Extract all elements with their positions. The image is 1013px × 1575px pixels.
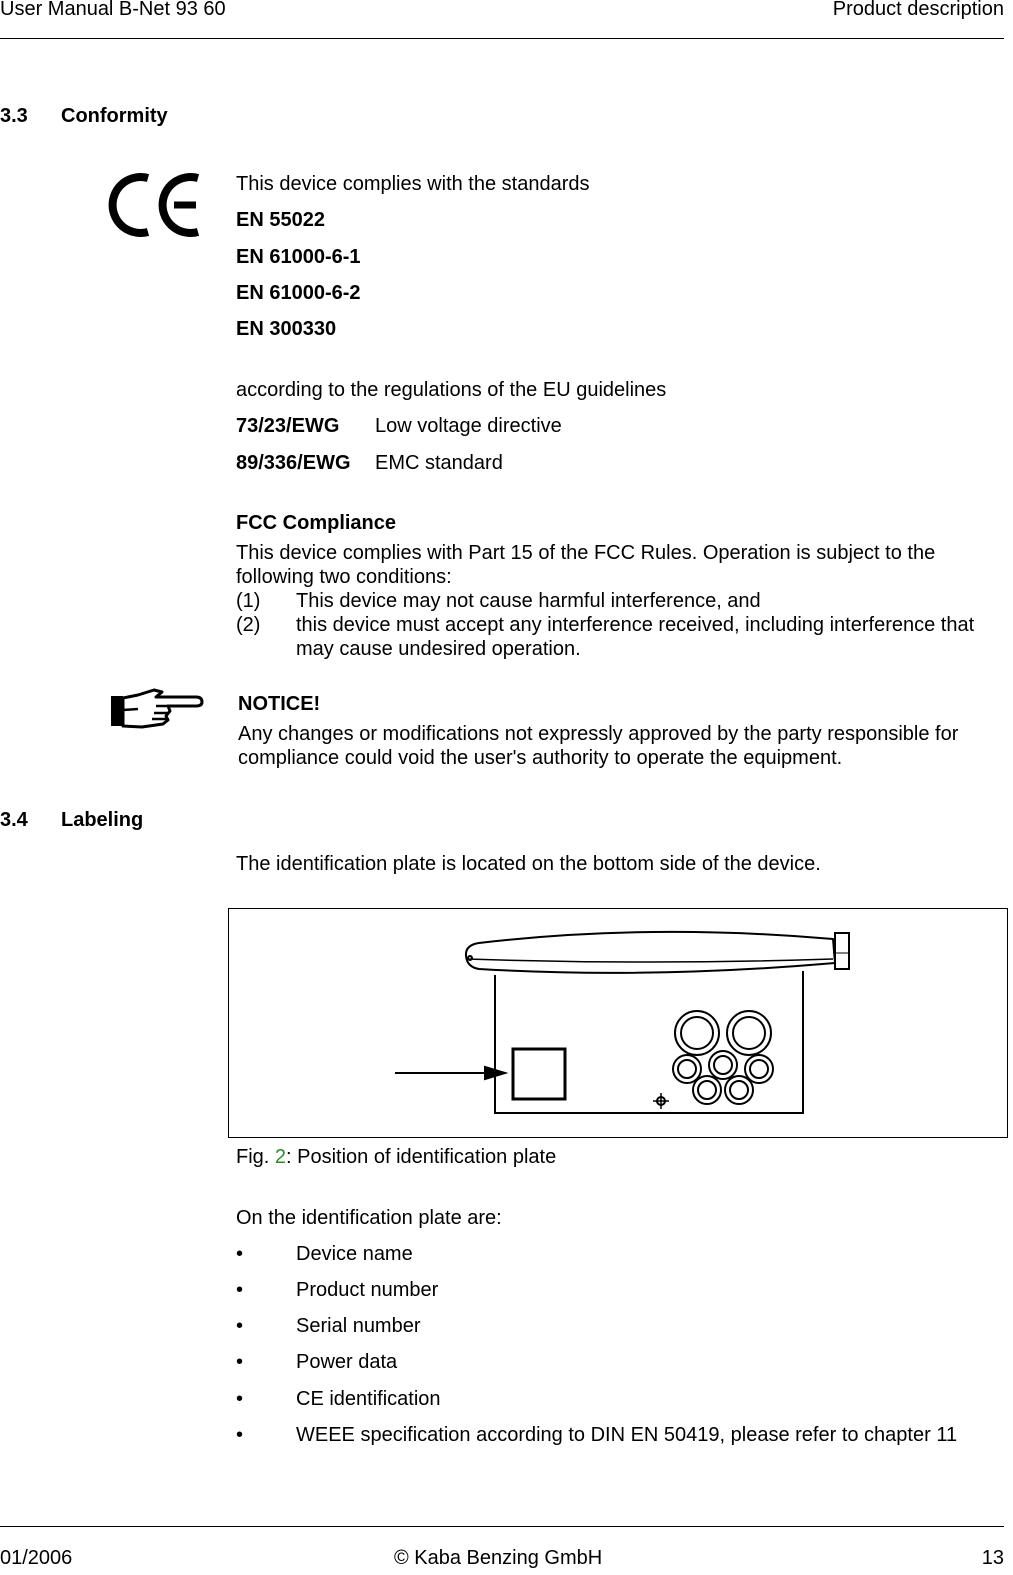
condition-text: may cause undesired operation. <box>296 638 581 660</box>
notice-text: compliance could void the user's authority to operate the equipment. <box>238 747 843 769</box>
standard-item: EN 55022 <box>236 209 325 231</box>
device-drawing <box>229 909 1007 1137</box>
list-item: WEEE specification according to DIN EN 50419, please refer to chapter 11 <box>296 1424 958 1446</box>
list-item: CE identification <box>296 1388 441 1410</box>
page-number: 13 <box>981 1547 1004 1569</box>
fcc-text: following two conditions: <box>236 566 452 588</box>
list-item: Product number <box>296 1279 439 1301</box>
pointing-hand-icon <box>108 686 204 732</box>
standard-item: EN 61000-6-1 <box>236 246 361 268</box>
condition-number: (1) <box>236 590 261 612</box>
directive-code: 89/336/EWG <box>236 452 351 474</box>
fcc-text: This device complies with Part 15 of the FCC Rules. Operation is subject to the <box>236 542 936 564</box>
condition-text: this device must accept any interference received, including interference that <box>296 614 975 636</box>
ce-mark-icon <box>108 170 204 240</box>
section-number-labeling: 3.4 <box>0 809 28 831</box>
header-right: Product description <box>832 0 1004 20</box>
footer-divider <box>0 1526 1004 1527</box>
standard-item: EN 300330 <box>236 318 337 340</box>
section-number-conformity: 3.3 <box>0 105 28 127</box>
notice-title: NOTICE! <box>238 693 321 715</box>
directive-desc: Low voltage directive <box>375 415 562 437</box>
standard-item: EN 61000-6-2 <box>236 282 361 304</box>
figure-frame <box>228 908 1008 1138</box>
fcc-title: FCC Compliance <box>236 512 397 534</box>
standards-intro: This device complies with the standards <box>236 173 590 195</box>
bullet-icon: • <box>236 1351 244 1373</box>
list-item: Serial number <box>296 1315 421 1337</box>
condition-text: This device may not cause harmful interference, and <box>296 590 761 612</box>
bullet-icon: • <box>236 1279 244 1301</box>
section-title-labeling: Labeling <box>61 809 144 831</box>
plate-intro: On the identification plate are: <box>236 1207 502 1229</box>
condition-number: (2) <box>236 614 261 636</box>
notice-text: Any changes or modifications not expressly approved by the party responsible for <box>238 723 959 745</box>
header-left: User Manual B-Net 93 60 <box>0 0 226 20</box>
section-title-conformity: Conformity <box>61 105 168 127</box>
directive-code: 73/23/EWG <box>236 415 340 437</box>
header-divider <box>0 38 1004 39</box>
bullet-icon: • <box>236 1243 244 1265</box>
list-item: Power data <box>296 1351 398 1373</box>
guidelines-intro: according to the regulations of the EU guidelines <box>236 379 667 401</box>
labeling-intro: The identification plate is located on the bottom side of the device. <box>236 853 821 875</box>
directive-desc: EMC standard <box>375 452 503 474</box>
caption-prefix: Fig. <box>236 1146 275 1168</box>
footer-copyright: © Kaba Benzing GmbH <box>394 1547 603 1569</box>
caption-suffix: : Position of identification plate <box>286 1146 557 1168</box>
figure-caption <box>236 1145 556 1169</box>
list-item: Device name <box>296 1243 413 1265</box>
bullet-icon: • <box>236 1424 244 1446</box>
bullet-icon: • <box>236 1388 244 1410</box>
bullet-icon: • <box>236 1315 244 1337</box>
footer-date: 01/2006 <box>0 1547 73 1569</box>
caption-number: 2 <box>274 1146 287 1168</box>
